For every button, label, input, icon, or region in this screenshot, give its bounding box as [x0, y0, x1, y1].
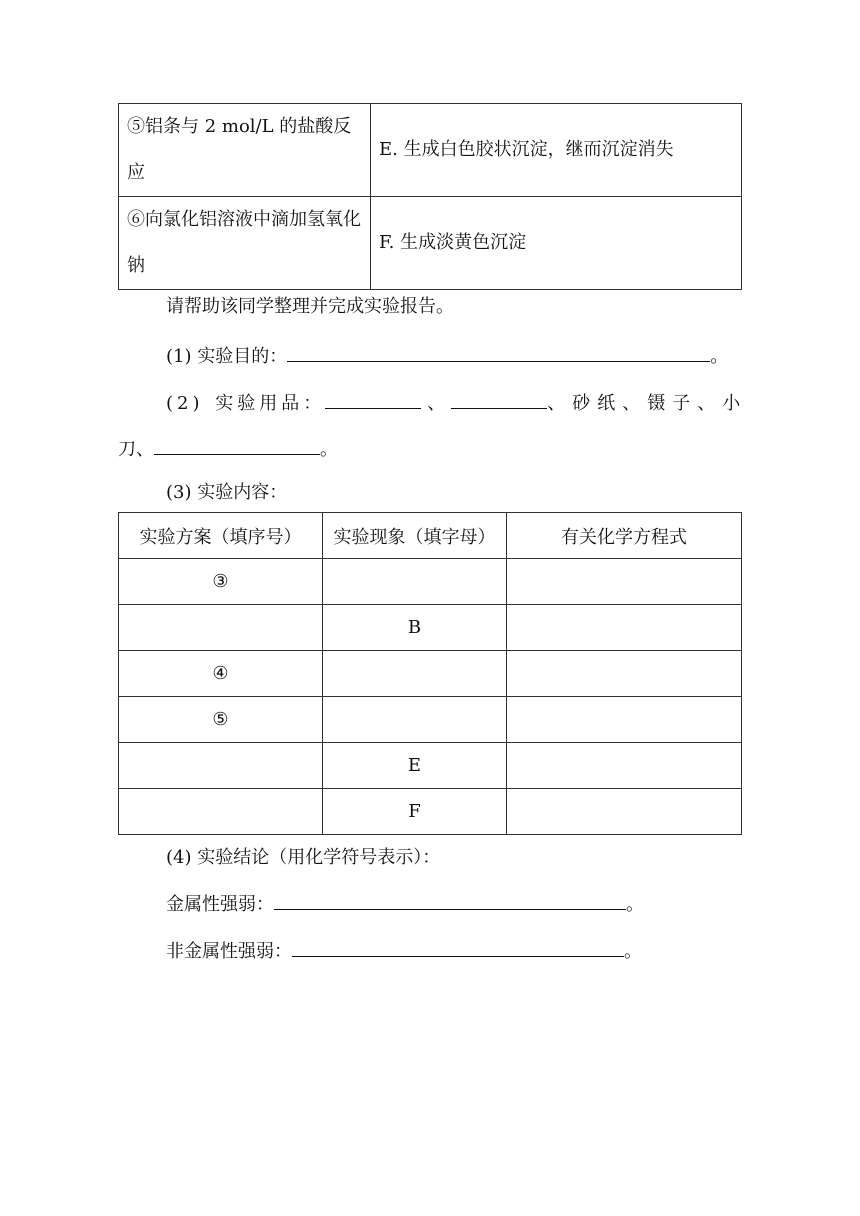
- table-header-row: [119, 513, 742, 559]
- period: 。: [626, 894, 644, 915]
- plan-cell[interactable]: [119, 789, 323, 835]
- column-header-equation: 有关化学方程式: [507, 513, 742, 559]
- question-2-continued: [118, 434, 338, 464]
- question-2-label: (2) 实验用品：: [166, 393, 326, 414]
- column-header-phenomenon: 实验现象（填字母）: [323, 513, 507, 559]
- question-1-label: (1) 实验目的：: [166, 346, 288, 367]
- nonmetal-activity-label: 非金属性强弱：: [166, 941, 292, 962]
- period: 。: [624, 941, 642, 962]
- experiment-report-table: [118, 512, 742, 835]
- table-row: [119, 789, 742, 835]
- equation-cell[interactable]: [507, 605, 742, 651]
- question-1: [166, 341, 728, 371]
- separator: 、: [427, 393, 446, 414]
- phenomenon-cell[interactable]: [323, 697, 507, 743]
- equation-cell[interactable]: [507, 651, 742, 697]
- plan-cell[interactable]: ③: [119, 559, 323, 605]
- reagent-phenomenon-table: [118, 103, 742, 290]
- plan-cell[interactable]: [119, 605, 323, 651]
- equation-cell[interactable]: [507, 743, 742, 789]
- table-row: [119, 651, 742, 697]
- answer-blank-equipment-2[interactable]: [451, 388, 547, 409]
- phenomenon-cell[interactable]: E: [323, 743, 507, 789]
- question-2: [166, 388, 747, 418]
- equation-cell[interactable]: [507, 789, 742, 835]
- nonmetal-activity-line: [166, 936, 642, 966]
- answer-blank-equipment-1[interactable]: [325, 388, 421, 409]
- equipment-list-text: 、砂纸、镊子、小: [547, 393, 748, 414]
- metal-activity-line: [166, 889, 644, 919]
- equation-cell[interactable]: [507, 697, 742, 743]
- answer-blank-equipment-3[interactable]: [154, 434, 320, 455]
- table-row: [119, 743, 742, 789]
- phenomenon-cell: F. 生成淡黄色沉淀: [371, 197, 742, 290]
- column-header-plan: 实验方案（填序号）: [119, 513, 323, 559]
- table-row: [119, 605, 742, 651]
- plan-cell[interactable]: [119, 743, 323, 789]
- table-row: [119, 104, 742, 197]
- phenomenon-cell[interactable]: F: [323, 789, 507, 835]
- experiment-cell: ⑤铝条与 2 mol/L 的盐酸反应: [119, 104, 371, 197]
- phenomenon-cell[interactable]: [323, 559, 507, 605]
- phenomenon-cell[interactable]: [323, 651, 507, 697]
- period: 。: [710, 346, 729, 367]
- table-row: [119, 559, 742, 605]
- question-4-label: (4) 实验结论（用化学符号表示）：: [166, 847, 441, 868]
- metal-activity-label: 金属性强弱：: [166, 894, 274, 915]
- equation-cell[interactable]: [507, 559, 742, 605]
- phenomenon-cell: E. 生成白色胶状沉淀，继而沉淀消失: [371, 104, 742, 197]
- phenomenon-cell[interactable]: B: [323, 605, 507, 651]
- question-3-label: (3) 实验内容：: [166, 482, 288, 503]
- table-row: [119, 697, 742, 743]
- equipment-text: 刀、: [118, 439, 154, 460]
- answer-blank-purpose[interactable]: [287, 341, 710, 362]
- plan-cell[interactable]: ④: [119, 651, 323, 697]
- intro-text: 请帮助该同学整理并完成实验报告。: [166, 296, 454, 317]
- answer-blank-nonmetal-activity[interactable]: [292, 936, 624, 957]
- plan-cell[interactable]: ⑤: [119, 697, 323, 743]
- experiment-cell: ⑥向氯化铝溶液中滴加氢氧化钠: [119, 197, 371, 290]
- answer-blank-metal-activity[interactable]: [274, 889, 626, 910]
- table-row: [119, 197, 742, 290]
- period: 。: [320, 439, 338, 460]
